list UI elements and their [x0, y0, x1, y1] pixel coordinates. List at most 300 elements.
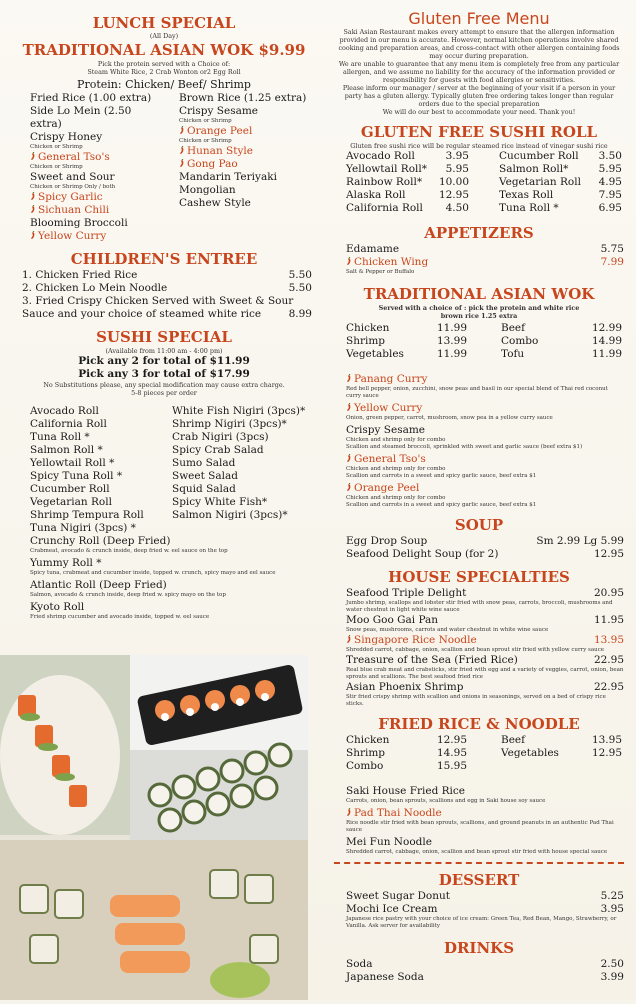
chili-pepper-icon — [179, 159, 185, 168]
dish-desc: Chicken and shrimp only for combo Scallion and steamed broccoli, sprinkled with sweet and garlic sauce (beef extra $1) — [346, 437, 583, 450]
menu-row-name: Egg Drop Soup — [346, 535, 428, 547]
menu-row-price: Sm 2.99 Lg 5.99 — [536, 535, 624, 547]
menu-item — [179, 125, 314, 145]
menu-row — [499, 150, 622, 163]
menu-row-price: 3.95 — [445, 150, 469, 162]
menu-item-name: Tuna Roll * — [30, 431, 90, 443]
sushi-items-right — [172, 405, 314, 535]
appetizers-title: APPETIZERS — [424, 224, 534, 242]
menu-row — [499, 202, 622, 215]
menu-item — [30, 217, 165, 230]
gluten-para4: We will do our best to accommodate your need. Thank you! — [382, 108, 576, 116]
dish-desc: Fried shrimp cucumber and avocado inside, topped w. eel sauce — [30, 614, 210, 620]
menu-row — [346, 535, 624, 548]
menu-item-name: Tuna Nigiri (3pcs) * — [30, 522, 136, 534]
menu-row-line — [499, 176, 622, 189]
menu-row — [501, 335, 622, 348]
gluten-free-title: Gluten Free Menu — [408, 9, 550, 28]
soup-title: SOUP — [454, 516, 504, 534]
dish-name: Atlantic Roll (Deep Fried) — [30, 579, 167, 591]
menu-row — [501, 322, 622, 335]
dish — [346, 836, 624, 856]
menu-row-name: Chicken Wing — [346, 256, 428, 269]
menu-row-line — [346, 634, 624, 647]
menu-row-name: Chicken — [346, 322, 390, 334]
menu-row — [346, 760, 467, 773]
menu-item — [30, 131, 165, 151]
dish — [30, 601, 314, 621]
menu-item-name: Gong Pao — [179, 158, 314, 171]
menu-row — [499, 176, 622, 189]
menu-row-desc: Jumbo shrimp, scallops and lobster stir fried with snow peas, carrots, broccoli, mushrooms and water chestnut in light white wine sauce — [346, 600, 613, 613]
sushi-pieces: 5-8 pieces per order — [131, 389, 197, 397]
menu-row-line — [346, 654, 624, 667]
menu-row — [499, 163, 622, 176]
menu-item-name: Side Lo Mein (2.50 extra) — [30, 105, 132, 130]
lunch-wok-title: TRADITIONAL ASIAN WOK $9.99 — [22, 41, 306, 59]
menu-row-price: 2.50 — [600, 958, 624, 970]
menu-row-price: 3.99 — [600, 971, 624, 983]
menu-row-line — [22, 269, 312, 282]
menu-row-line — [346, 535, 624, 548]
wok-dishes — [346, 373, 624, 509]
menu-item — [179, 158, 314, 171]
menu-row-name: Vegetables — [346, 348, 404, 360]
dish — [346, 424, 624, 451]
menu-row — [501, 734, 622, 747]
menu-row — [346, 150, 469, 163]
sushi-items — [30, 405, 314, 535]
menu-item-name: Salmon Roll * — [30, 444, 103, 456]
sushi-avail: (Available from 11:00 am - 4:00 pm) — [105, 347, 223, 355]
dish-name: Yummy Roll * — [30, 557, 102, 569]
menu-row-price: 14.95 — [436, 747, 467, 759]
menu-row-line — [346, 256, 624, 269]
menu-row — [346, 903, 624, 930]
menu-row-line — [346, 681, 624, 694]
menu-row-line — [346, 614, 624, 627]
menu-row-line — [346, 971, 624, 984]
menu-item-name: White Fish Nigiri (3pcs)* — [172, 405, 306, 417]
menu-row-name: Avocado Roll — [346, 150, 415, 162]
menu-row-price: 22.95 — [593, 654, 624, 666]
chili-pepper-icon — [30, 231, 36, 240]
menu-row-name: Seafood Delight Soup (for 2) — [346, 548, 499, 560]
menu-row-name: Singapore Rice Noodle — [346, 634, 477, 647]
lunch-items-left — [30, 92, 165, 243]
menu-row-price: 3.95 — [600, 903, 624, 915]
menu-row-name: 2. Chicken Lo Mein Noodle — [22, 282, 168, 294]
menu-row-line — [22, 282, 312, 295]
menu-row — [346, 654, 624, 681]
menu-row — [346, 971, 624, 984]
dessert-list — [346, 890, 624, 930]
menu-row-name: Beef — [501, 322, 526, 334]
menu-row-line — [346, 322, 467, 335]
dish — [346, 807, 624, 834]
menu-row — [346, 958, 624, 971]
wok-desc2: brown rice 1.25 extra — [440, 312, 518, 320]
menu-item-name: Blooming Broccoli — [30, 217, 128, 229]
chili-pepper-icon — [346, 454, 352, 463]
menu-item-name: Sweet Salad — [172, 470, 238, 482]
menu-item-name: Shrimp Tempura Roll — [30, 509, 144, 521]
menu-row — [22, 269, 312, 282]
menu-row-name: Tuna Roll * — [499, 202, 559, 214]
menu-row-line — [346, 903, 624, 916]
menu-row-price: 5.25 — [600, 890, 624, 902]
menu-item-name: Brown Rice (1.25 extra) — [179, 92, 307, 104]
menu-row — [346, 548, 624, 561]
menu-row — [346, 634, 624, 654]
menu-row-price: 13.95 — [591, 734, 622, 746]
menu-item-note: Chicken or Shrimp — [30, 144, 83, 150]
lunch-protein: Protein: Chicken/ Beef/ Shrimp — [77, 78, 251, 91]
menu-row-line — [501, 348, 622, 361]
menu-row-price: 12.95 — [591, 747, 622, 759]
menu-row-line — [346, 189, 469, 202]
chili-pepper-icon — [346, 374, 352, 383]
dish-desc: Onion, green pepper, carrot, mushroom, snow pea in a yellow curry sauce — [346, 415, 553, 421]
menu-item-name: Spicy Garlic — [30, 191, 165, 204]
menu-item-name: General Tso's — [30, 151, 165, 164]
dish-desc: Salmon, avocado & crunch inside, deep fried w. spicy mayo on the top — [30, 592, 226, 598]
menu-item — [30, 230, 165, 243]
menu-row-price: 5.50 — [288, 269, 312, 281]
menu-item-name: Cashew Style — [179, 197, 251, 209]
menu-row-price: 7.99 — [600, 256, 624, 268]
menu-row-price: 8.99 — [288, 308, 312, 320]
children-list — [22, 269, 312, 321]
house-title: HOUSE SPECIALTIES — [388, 568, 570, 586]
menu-row — [346, 681, 624, 708]
menu-row-name: Seafood Triple Delight — [346, 587, 467, 599]
gf-sushi-note: Gluten free sushi rice will be regular steamed rice instead of vinegar sushi rice — [350, 142, 608, 150]
menu-item-name: Cucumber Roll — [30, 483, 110, 495]
sushi-photo-illustration — [0, 655, 308, 1000]
dish-desc: Chicken and shrimp only for combo Scallion and carrots in a sweet and spicy garlic sauce, beef extra $1 — [346, 466, 537, 479]
menu-item-name: Squid Salad — [172, 483, 236, 495]
menu-row — [346, 348, 467, 361]
menu-row-line — [346, 548, 624, 561]
menu-item-name: Spicy White Fish* — [172, 496, 268, 508]
chili-pepper-icon — [346, 808, 352, 817]
menu-item — [30, 204, 165, 217]
menu-row-name: Vegetables — [501, 747, 559, 759]
menu-row-name: 1. Chicken Fried Rice — [22, 269, 138, 281]
dish — [30, 557, 314, 577]
menu-row-price: 12.95 — [593, 548, 624, 560]
menu-row-price: 12.95 — [438, 189, 469, 201]
dish-name: Orange Peel — [346, 482, 624, 495]
menu-row — [346, 747, 467, 760]
dish-desc: Crabmeat, avocado & crunch inside, deep fried w. eel sauce on the top — [30, 548, 228, 554]
menu-row-price: 6.95 — [598, 202, 622, 214]
dish-name: Panang Curry — [346, 373, 624, 386]
menu-row — [346, 335, 467, 348]
menu-item-name: Fried Rice (1.00 extra) — [30, 92, 152, 104]
dish-name: General Tso's — [346, 453, 624, 466]
menu-row-line — [499, 163, 622, 176]
dish — [30, 535, 314, 555]
dish — [346, 402, 624, 422]
menu-row-price: 5.95 — [445, 163, 469, 175]
dish — [346, 482, 624, 509]
menu-row — [501, 348, 622, 361]
menu-item-name: Vegetarian Roll — [30, 496, 112, 508]
fried-proteins — [346, 734, 624, 773]
menu-row-name: Tofu — [501, 348, 525, 360]
menu-item-note: Chicken or Shrimp Only / both — [30, 184, 116, 190]
soup-list — [346, 535, 624, 561]
menu-row-line — [22, 308, 312, 321]
dish — [30, 579, 314, 599]
gluten-para2: We are unable to guarantee that any menu item is completely free from any particular allergen, and we assume no liability for the accuracy of the information provided or responsibility for guests with food allergies or sensitivities. — [338, 60, 620, 84]
menu-row-line — [499, 202, 622, 215]
menu-row-price: 14.99 — [591, 335, 622, 347]
menu-row — [346, 587, 624, 614]
menu-row-line — [501, 747, 622, 760]
sushi-photo-collage — [0, 655, 308, 1000]
lunch-items — [30, 92, 314, 243]
menu-row-line — [346, 348, 467, 361]
menu-row-name: Chicken — [346, 734, 390, 746]
menu-row-line — [346, 202, 469, 215]
menu-row — [22, 308, 312, 321]
menu-row-line — [346, 734, 467, 747]
menu-row-name: Texas Roll — [499, 189, 554, 201]
sushi-special-title: SUSHI SPECIAL — [96, 328, 232, 346]
menu-item-name: Mongolian — [179, 184, 236, 196]
gf-sushi-title: GLUTEN FREE SUSHI ROLL — [360, 123, 598, 141]
menu-row-name: Sauce and your choice of steamed white rice — [22, 308, 262, 320]
gf-sushi-left — [346, 150, 483, 215]
menu-row-price: 5.50 — [288, 282, 312, 294]
menu-row-name: Moo Goo Gai Pan — [346, 614, 439, 626]
menu-row-price: 11.99 — [591, 348, 622, 360]
menu-row-line — [346, 890, 624, 903]
menu-item — [179, 184, 314, 197]
menu-row-price: 13.99 — [436, 335, 467, 347]
menu-row-price: 4.50 — [445, 202, 469, 214]
menu-row-note: Salt & Pepper or Buffalo — [346, 269, 415, 275]
menu-row-name: Mochi Ice Cream — [346, 903, 438, 915]
menu-row-price: 22.95 — [593, 681, 624, 693]
menu-row-name: Alaska Roll — [346, 189, 406, 201]
menu-row — [346, 256, 624, 276]
menu-row-line — [346, 747, 467, 760]
menu-row-price: 3.50 — [598, 150, 622, 162]
menu-item — [179, 171, 314, 184]
chili-pepper-icon — [346, 257, 352, 266]
right-column — [334, 10, 624, 984]
lunch-subtitle: (All Day) — [149, 32, 179, 40]
drinks-title: DRINKS — [443, 939, 515, 957]
menu-item-name: Mandarin Teriyaki — [179, 171, 277, 183]
menu-row — [346, 614, 624, 634]
menu-row — [499, 189, 622, 202]
appetizers-list — [346, 243, 624, 276]
menu-row-name: Salmon Roll* — [499, 163, 569, 175]
dish-name: Saki House Fried Rice — [346, 785, 465, 797]
menu-row-name: Treasure of the Sea (Fried Rice) — [346, 654, 518, 666]
children-title: CHILDREN'S ENTREE — [70, 250, 258, 268]
dish-desc: Spicy tuna, crabmeat and cucumber inside, topped w. crunch, spicy mayo and eel sauce — [30, 570, 276, 576]
sushi-pick2: Pick any 2 for total of $11.99 — [78, 355, 250, 367]
menu-item-name: California Roll — [30, 418, 107, 430]
sushi-extras — [30, 535, 314, 621]
menu-row-name: Cucumber Roll — [499, 150, 579, 162]
menu-item — [179, 92, 314, 105]
menu-row-name: Vegetarian Roll — [499, 176, 581, 188]
menu-row-line — [22, 295, 312, 308]
sushi-items-left — [30, 405, 172, 535]
menu-item-note: Chicken or Shrimp — [179, 138, 232, 144]
dish-desc: Rice noodle stir fried with bean sprouts, scallions, and ground peanuts in an authentic Pad Thai sauce — [346, 820, 614, 833]
menu-item — [179, 197, 314, 210]
dish-name: Yellow Curry — [346, 402, 624, 415]
menu-item-name: Sichuan Chili — [30, 204, 165, 217]
menu-row-price: 11.99 — [436, 348, 467, 360]
menu-row-line — [346, 163, 469, 176]
section-divider — [334, 862, 624, 864]
menu-item-name: Shrimp Nigiri (3pcs)* — [172, 418, 287, 430]
menu-item-name: Salmon Nigiri (3pcs)* — [172, 509, 288, 521]
menu-item-name: Spicy Tuna Roll * — [30, 470, 123, 482]
dessert-title: DESSERT — [438, 871, 520, 889]
wok-desc: Served with a choice of : pick the protein and white rice — [378, 304, 580, 312]
menu-row-line — [346, 587, 624, 600]
menu-row-line — [501, 322, 622, 335]
chili-pepper-icon — [346, 403, 352, 412]
menu-row-name: Combo — [501, 335, 539, 347]
sushi-pick3: Pick any 3 for total of $17.99 — [78, 368, 250, 380]
menu-row — [346, 322, 467, 335]
gf-sushi-right — [483, 150, 624, 215]
menu-row-line — [346, 335, 467, 348]
menu-row — [346, 189, 469, 202]
menu-row-desc: Stir fried crispy shrimp with scallion and onions in seasonings, served on a bed of crispy rice sticks. — [346, 694, 606, 707]
gluten-para3: Please inform our manager / server at the beginning of your visit if a person in your party has a gluten allergy. Typically gluten free ordering takes longer than regular orders due to the special preparation — [342, 84, 616, 108]
menu-item-name: Crab Nigiri (3pcs) — [172, 431, 269, 443]
dish — [346, 373, 624, 400]
menu-item-note: Chicken or Shrimp — [30, 164, 83, 170]
menu-row — [22, 282, 312, 295]
menu-row-name: Yellowtail Roll* — [346, 163, 427, 175]
wok-proteins-left — [346, 322, 483, 361]
menu-row-price: 11.95 — [593, 614, 624, 626]
chili-pepper-icon — [179, 126, 185, 135]
chili-pepper-icon — [30, 205, 36, 214]
menu-row-name: Asian Phoenix Shrimp — [346, 681, 464, 693]
menu-row-price: 12.99 — [591, 322, 622, 334]
fried-title: FRIED RICE & NOODLE — [378, 715, 580, 733]
menu-item-name: Avocado Roll — [30, 405, 99, 417]
menu-row-name: Soda — [346, 958, 373, 970]
chili-pepper-icon — [346, 483, 352, 492]
menu-row-desc: Real blue crab meat and crabsticks, stir fried with egg and a variety of veggies, carrot, onion, bean sprouts and scallions. The best seafood fried rice — [346, 667, 624, 680]
menu-row-line — [499, 189, 622, 202]
menu-row-line — [499, 150, 622, 163]
menu-row-name: Japanese Soda — [346, 971, 424, 983]
menu-row-price: 10.00 — [438, 176, 469, 188]
menu-row-line — [346, 176, 469, 189]
menu-row-price: 5.75 — [600, 243, 624, 255]
left-column — [14, 10, 314, 623]
menu-row-name: Shrimp — [346, 747, 386, 759]
menu-item-name: Crispy Sesame — [179, 105, 259, 117]
menu-item — [30, 171, 165, 191]
menu-item-name: Sweet and Sour — [30, 171, 115, 183]
menu-item-name: Yellow Curry — [30, 230, 165, 243]
menu-row-name: Combo — [346, 760, 384, 772]
dish — [346, 453, 624, 480]
menu-row-line — [346, 760, 467, 773]
chili-pepper-icon — [346, 635, 352, 644]
dish-name: Mei Fun Noodle — [346, 836, 432, 848]
menu-row-name: Sweet Sugar Donut — [346, 890, 450, 902]
menu-row-line — [346, 958, 624, 971]
dish-name: Crispy Sesame — [346, 424, 426, 436]
menu-item-name: Orange Peel — [179, 125, 314, 138]
dish-desc: Shredded carrot, cabbage, onion, scallion and bean sprout stir fried with house special sauce — [346, 849, 608, 855]
menu-row — [501, 747, 622, 760]
menu-item — [179, 105, 314, 125]
lunch-special-title: LUNCH SPECIAL — [92, 14, 236, 32]
menu-row — [346, 734, 467, 747]
menu-row — [346, 202, 469, 215]
menu-row-price: 4.95 — [598, 176, 622, 188]
menu-item-name: Sumo Salad — [172, 457, 236, 469]
fried-dishes — [346, 785, 624, 856]
menu-row-name: Edamame — [346, 243, 400, 255]
menu-row-name: Rainbow Roll* — [346, 176, 423, 188]
menu-row-line — [501, 734, 622, 747]
menu-row-desc: Japanese rice pastry with your choice of ice cream: Green Tea, Red Bean, Mango, Strawberry, or Vanilla. Ask server for availability — [346, 916, 617, 929]
dish-desc: Carrots, onion, bean sprouts, scallions and egg in Saki house soy sauce — [346, 798, 546, 804]
dish — [346, 785, 624, 805]
house-list — [346, 587, 624, 708]
menu-row-price: 7.95 — [598, 189, 622, 201]
menu-row-desc: Snow peas, mushrooms, carrots and water chestnut in white wine sauce — [346, 627, 549, 633]
menu-item-name: Yellowtail Roll * — [30, 457, 115, 469]
dish-name: Pad Thai Noodle — [346, 807, 624, 820]
menu-row — [346, 163, 469, 176]
chili-pepper-icon — [30, 152, 36, 161]
lunch-wok-desc1: Pick the protein served with a Choice of: — [97, 60, 231, 68]
dish-name: Kyoto Roll — [30, 601, 85, 613]
menu-row-price: 5.95 — [598, 163, 622, 175]
menu-row-name: Shrimp — [346, 335, 386, 347]
wok-proteins — [346, 322, 624, 361]
menu-item-name: Crispy Honey — [30, 131, 103, 143]
lunch-items-right — [165, 92, 314, 243]
drinks-list — [346, 958, 624, 984]
menu-item-name: Hunan Style — [179, 145, 314, 158]
menu-row — [346, 890, 624, 903]
wok-title: TRADITIONAL ASIAN WOK — [363, 285, 595, 303]
menu-row-price: 20.95 — [593, 587, 624, 599]
menu-row-price: 15.95 — [436, 760, 467, 772]
chili-pepper-icon — [179, 146, 185, 155]
menu-row-name: Beef — [501, 734, 526, 746]
menu-row-line — [346, 150, 469, 163]
menu-row-price: 12.95 — [436, 734, 467, 746]
menu-item — [30, 105, 165, 131]
dish-desc: Red bell pepper, onion, zucchini, snow peas and basil in our special blend of Thai red coconut curry sauce — [346, 386, 608, 399]
menu-row — [346, 243, 624, 256]
gf-sushi-items — [346, 150, 624, 215]
